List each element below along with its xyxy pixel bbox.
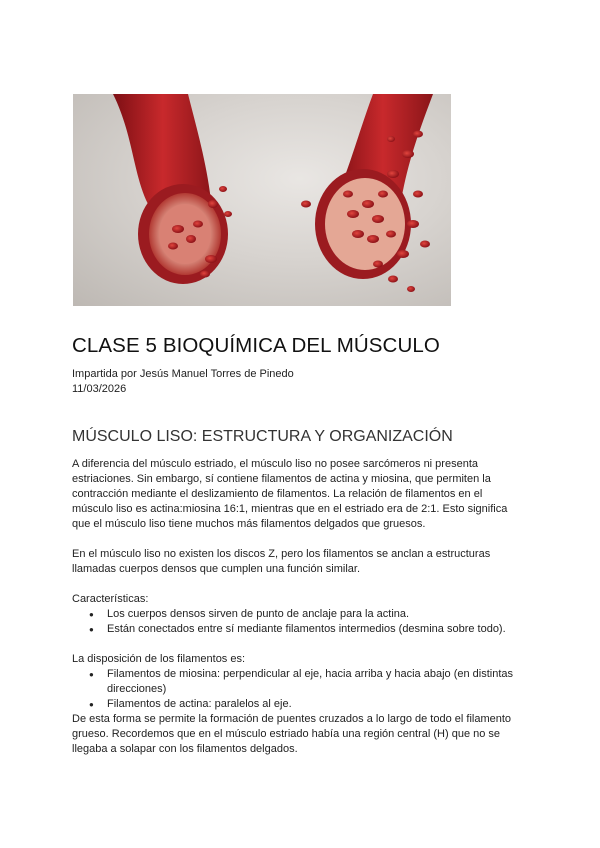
bullet-list — [72, 607, 522, 637]
list-item: ● Filamentos de miosina: perpendicular al eje, hacia arriba y hacia abajo (en distintas direcciones) — [72, 667, 522, 697]
blood-vessel-illustration — [73, 94, 451, 306]
section-body — [72, 457, 522, 757]
date-line: 11/03/2026 — [72, 383, 127, 395]
list-item: ● Filamentos de actina: paralelos al eje. — [72, 697, 522, 712]
author-line: Impartida por Jesús Manuel Torres de Pinedo — [72, 368, 294, 380]
paragraph: En el músculo liso no existen los discos Z, pero los filamentos se anclan a estructuras llamadas cuerpos densos que cumplen una función similar. — [72, 548, 491, 575]
list-item: ● Los cuerpos densos sirven de punto de anclaje para la actina. — [72, 607, 522, 622]
paragraph: De esta forma se permite la formación de puentes cruzados a lo largo de todo el filamento grueso. Recordemos que en el músculo estriado había una región central (H) que no se llegaba a solapar con los filamentos delgados. — [72, 713, 512, 755]
list-label: Características: — [72, 593, 149, 605]
section-heading: MÚSCULO LISO: ESTRUCTURA Y ORGANIZACIÓN — [72, 428, 453, 445]
list-label: La disposición de los filamentos es: — [72, 653, 246, 665]
blood-vessel-icon — [73, 94, 451, 306]
bullet-list — [72, 667, 522, 712]
list-item: ● Están conectados entre sí mediante filamentos intermedios (desmina sobre todo). — [72, 622, 522, 637]
document-meta — [72, 367, 294, 397]
paragraph: A diferencia del músculo estriado, el músculo liso no posee sarcómeros ni presenta estriaciones. Sin embargo, sí contiene filamentos de actina y miosina, que permiten la contracción mediante el deslizamiento de filamentos. La relación de filamentos en el músculo liso es actina:miosina 16:1, mientras que en el estriado era de 2:1. Esto significa que el músculo liso tiene muchos más filamentos delgados que gruesos. — [72, 458, 508, 530]
page-title: CLASE 5 BIOQUÍMICA DEL MÚSCULO — [72, 334, 440, 357]
